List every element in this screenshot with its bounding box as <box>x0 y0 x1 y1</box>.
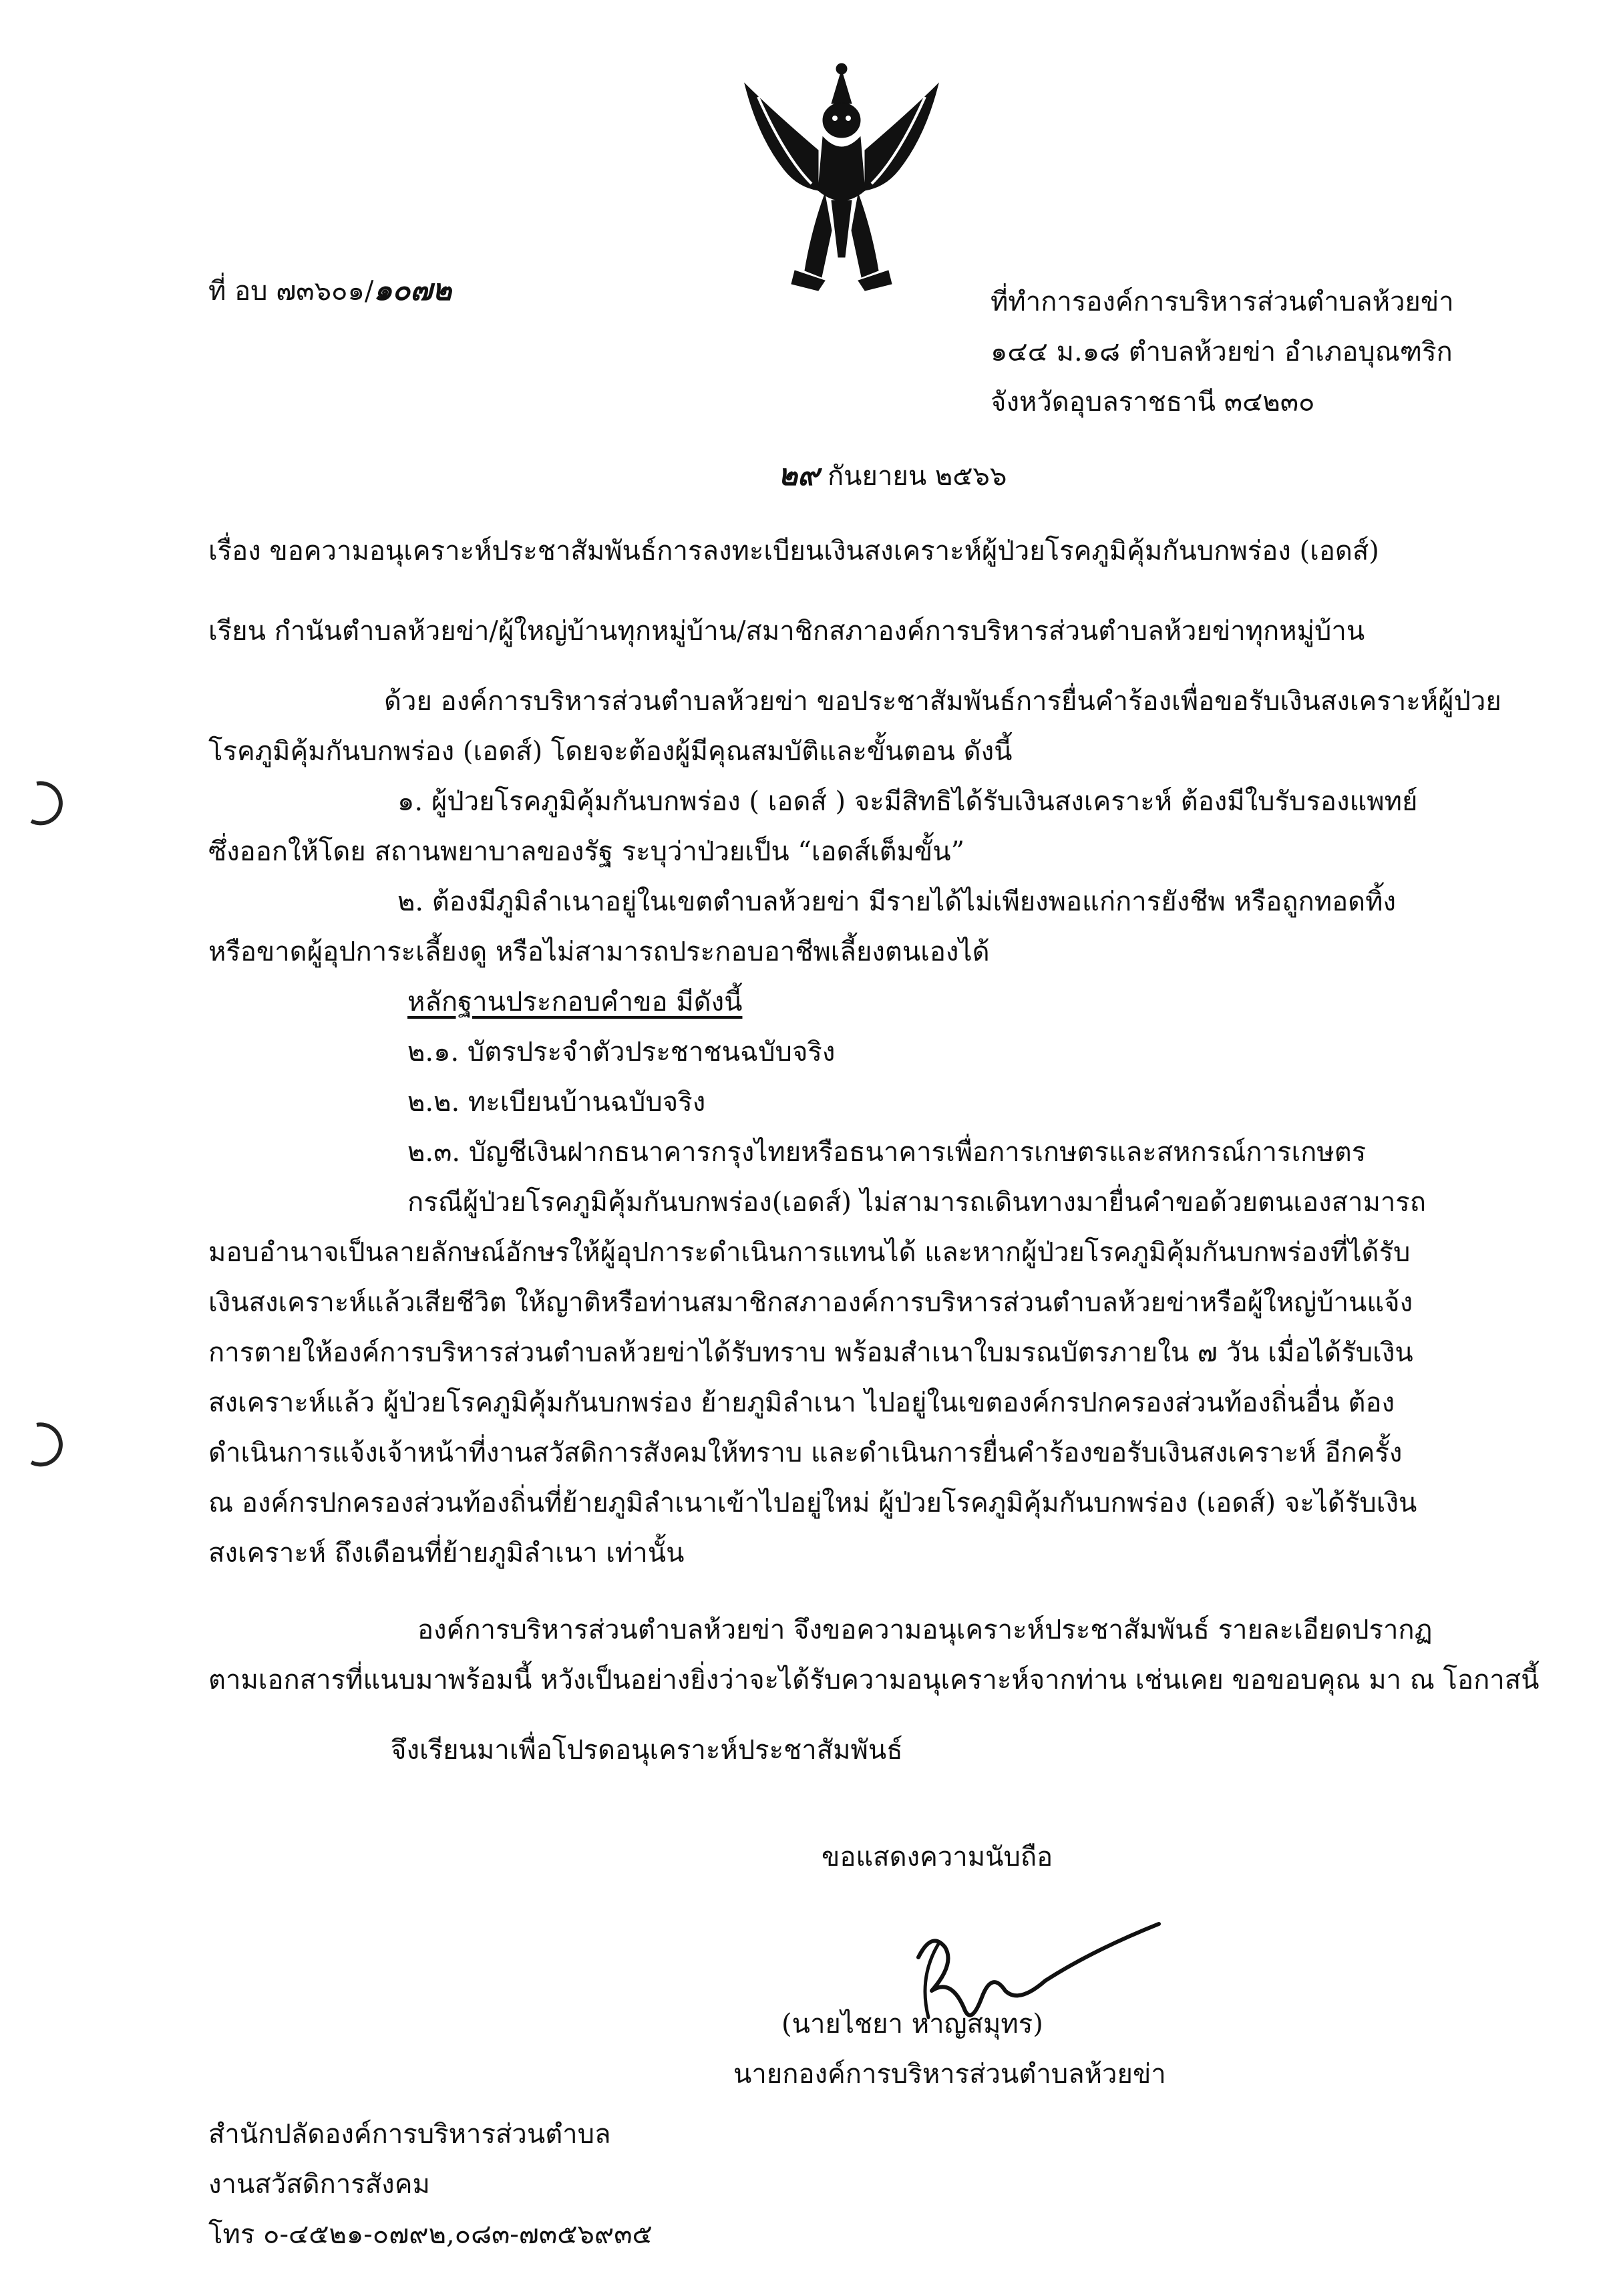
body-line: ซึ่งออกให้โดย สถานพยาบาลของรัฐ ระบุว่าป่วยเป็น “เอดส์เต็มขั้น” <box>208 836 965 867</box>
body-line: สงเคราะห์แล้ว ผู้ป่วยโรคภูมิคุ้มกันบกพร่อง ย้ายภูมิลำเนา ไปอยู่ในเขตองค์กรปกครองส่วนท้องถิ่นอื่น ต้อง <box>208 1387 1395 1418</box>
body-line: เงินสงเคราะห์แล้วเสียชีวิต ให้ญาติหรือท่านสมาชิกสภาองค์การบริหารส่วนตำบลห้วยข่าหรือผู้ใหญ่บ้านแจ้ง <box>208 1287 1413 1318</box>
letter-date: ๒๙ กันยายน ๒๕๖๖ <box>778 458 1007 492</box>
evidence-heading: หลักฐานประกอบคำขอ มีดังนี้ <box>407 987 743 1017</box>
body-line: ตามเอกสารที่แนบมาพร้อมนี้ หวังเป็นอย่างยิ่งว่าจะได้รับความอนุเคราะห์จากท่าน เช่นเคย ขอขอบคุณ มา ณ โอกาสนี้ <box>208 1665 1540 1695</box>
signer-title: นายกองค์การบริหารส่วนตำบลห้วยข่า <box>733 2059 1166 2090</box>
body-line: จึงเรียนมาเพื่อโปรดอนุเคราะห์ประชาสัมพันธ์ <box>391 1735 903 1766</box>
office-name: ที่ทำการองค์การบริหารส่วนตำบลห้วยข่า <box>991 287 1454 317</box>
garuda-emblem-icon <box>731 57 952 297</box>
body-line: มอบอำนาจเป็นลายลักษณ์อักษรให้ผู้อุปการะดำเนินการแทนได้ และหากผู้ป่วยโรคภูมิคุ้มกันบกพร่องที่ได้รับ <box>208 1237 1411 1268</box>
body-line: สงเคราะห์ ถึงเดือนที่ย้ายภูมิลำเนา เท่านั้น <box>208 1538 685 1569</box>
recipient-line: เรียน กำนันตำบลห้วยข่า/ผู้ใหญ่บ้านทุกหมู่บ้าน/สมาชิกสภาองค์การบริหารส่วนตำบลห้วยข่าทุกหมู่บ้าน <box>208 616 1365 647</box>
footer-office: สำนักปลัดองค์การบริหารส่วนตำบล <box>208 2119 611 2150</box>
evidence-item: ๒.๑. บัตรประจำตัวประชาชนฉบับจริง <box>407 1037 836 1068</box>
body-line: ด้วย องค์การบริหารส่วนตำบลห้วยข่า ขอประชาสัมพันธ์การยื่นคำร้องเพื่อขอรับเงินสงเคราะห์ผู้ป่วย <box>384 686 1501 717</box>
body-line: กรณีผู้ป่วยโรคภูมิคุ้มกันบกพร่อง(เอดส์) ไม่สามารถเดินทางมายื่นคำขอด้วยตนเองสามารถ <box>407 1187 1426 1218</box>
body-line: ๑. ผู้ป่วยโรคภูมิคุ้มกันบกพร่อง ( เอดส์ ) จะมีสิทธิได้รับเงินสงเคราะห์ ต้องมีใบรับรองแพทย์ <box>397 786 1418 817</box>
office-address: ๑๔๔ ม.๑๘ ตำบลห้วยข่า อำเภอบุณฑริก <box>991 337 1453 367</box>
body-line: หรือขาดผู้อุปการะเลี้ยงดู หรือไม่สามารถประกอบอาชีพเลี้ยงตนเองได้ <box>208 937 990 967</box>
office-province: จังหวัดอุบลราชธานี ๓๔๒๓๐ <box>991 387 1315 418</box>
footer-section: งานสวัสดิการสังคม <box>208 2169 430 2200</box>
reference-number: ที่ อบ ๗๓๖๐๑/๑๐๗๒ <box>208 273 452 307</box>
punch-hole-icon <box>17 778 66 828</box>
closing-line: ขอแสดงความนับถือ <box>822 1842 1053 1872</box>
body-line: โรคภูมิคุ้มกันบกพร่อง (เอดส์) โดยจะต้องผู้มีคุณสมบัติและขั้นตอน ดังนี้ <box>208 736 1013 767</box>
evidence-item: ๒.๒. ทะเบียนบ้านฉบับจริง <box>407 1087 706 1118</box>
evidence-item: ๒.๓. บัญชีเงินฝากธนาคารกรุงไทยหรือธนาคารเพื่อการเกษตรและสหกรณ์การเกษตร <box>407 1137 1367 1168</box>
signer-name: (นายไชยา หาญสมุทร) <box>781 2009 1043 2039</box>
subject-line: เรื่อง ขอความอนุเคราะห์ประชาสัมพันธ์การลงทะเบียนเงินสงเคราะห์ผู้ป่วยโรคภูมิคุ้มกันบกพร่อง (เอดส์) <box>208 536 1379 566</box>
body-line: การตายให้องค์การบริหารส่วนตำบลห้วยข่าได้รับทราบ พร้อมสำเนาใบมรณบัตรภายใน ๗ วัน เมื่อได้รับเงิน <box>208 1337 1413 1368</box>
body-line: ณ องค์กรปกครองส่วนท้องถิ่นที่ย้ายภูมิลำเนาเข้าไปอยู่ใหม่ ผู้ป่วยโรคภูมิคุ้มกันบกพร่อง (เอดส์) จะได้รับเงิน <box>208 1488 1417 1518</box>
punch-hole-icon <box>17 1420 66 1469</box>
body-line: ๒. ต้องมีภูมิลำเนาอยู่ในเขตตำบลห้วยข่า มีรายได้ไม่เพียงพอแก่การยังชีพ หรือถูกทอดทิ้ง <box>397 886 1396 917</box>
footer-phone: โทร ๐-๔๕๒๑-๐๗๙๒,๐๘๓-๗๓๕๖๙๓๕ <box>208 2219 653 2250</box>
body-line: องค์การบริหารส่วนตำบลห้วยข่า จึงขอความอนุเคราะห์ประชาสัมพันธ์ รายละเอียดปรากฏ <box>417 1615 1433 1645</box>
body-line: ดำเนินการแจ้งเจ้าหน้าที่งานสวัสดิการสังคมให้ทราบ และดำเนินการยื่นคำร้องขอรับเงินสงเคราะห์ อีกครั้ง <box>208 1438 1403 1468</box>
